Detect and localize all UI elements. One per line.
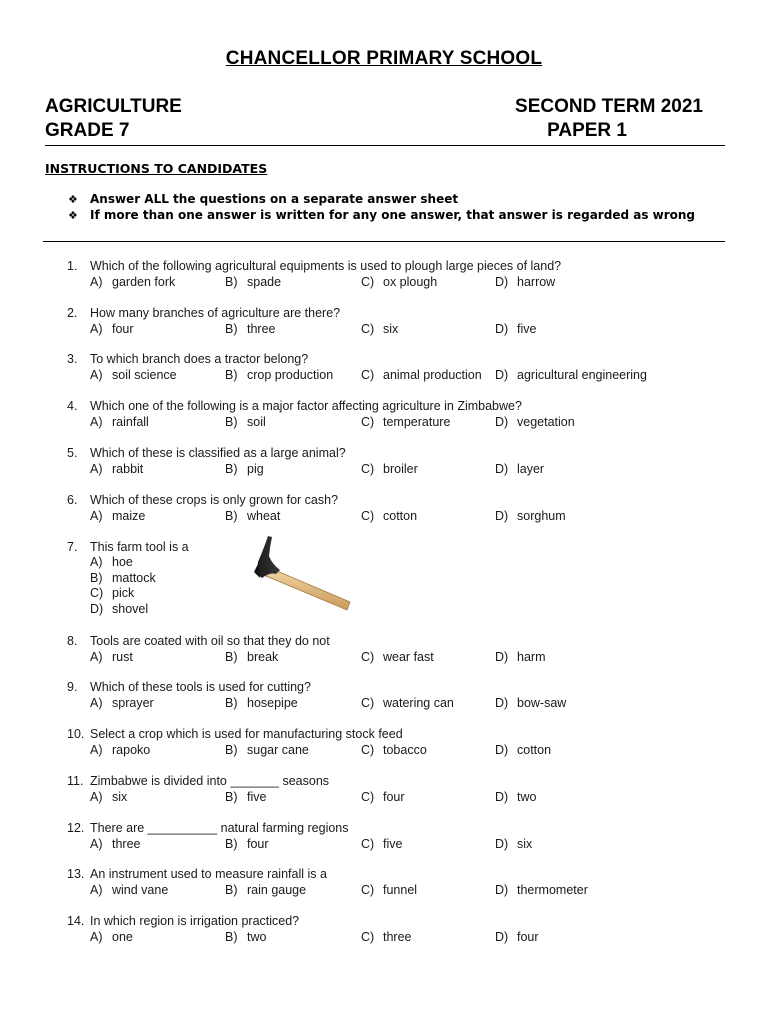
option-c (361, 274, 437, 290)
option-letter: C) (361, 275, 375, 289)
question-text: An instrument used to measure rainfall is a (90, 867, 327, 881)
question-text: Which one of the following is a major factor affecting agriculture in Zimbabwe? (90, 399, 522, 413)
option-b (225, 742, 309, 758)
option-letter: A) (90, 650, 103, 664)
option-letter: A) (90, 415, 103, 429)
option-letter: D) (495, 415, 509, 429)
option-text: cotton (517, 743, 552, 757)
option-letter: D) (495, 930, 509, 944)
option-letter: A) (90, 368, 103, 382)
option-a (90, 882, 168, 898)
option-d (495, 461, 544, 477)
option-text: wind vane (112, 883, 169, 897)
option-text: rainfall (112, 415, 149, 429)
question-text: In which region is irrigation practiced? (90, 914, 300, 928)
question-stem (67, 492, 338, 508)
option-text: wheat (247, 509, 281, 523)
option-text: five (517, 322, 537, 336)
option-text: six (112, 790, 128, 804)
option-letter: A) (90, 790, 103, 804)
option-text: rain gauge (247, 883, 307, 897)
question-stem (67, 351, 308, 367)
option-letter: C) (361, 696, 375, 710)
option-a (90, 274, 175, 290)
grade-heading: GRADE 7 (45, 120, 130, 141)
option-letter: D) (495, 275, 509, 289)
question-options (90, 789, 730, 805)
option-letter: A) (90, 883, 103, 897)
option-letter: D) (495, 837, 509, 851)
question-text: How many branches of agriculture are there? (90, 306, 341, 320)
option-d (495, 882, 588, 898)
option-b (225, 321, 276, 337)
option-text: bow-saw (517, 696, 567, 710)
question-text: To which branch does a tractor belong? (90, 352, 309, 366)
instructions-title: INSTRUCTIONS TO CANDIDATES (45, 161, 268, 176)
option-letter: B) (225, 509, 238, 523)
option-text: rabbit (112, 462, 144, 476)
question-text: Select a crop which is used for manufacturing stock feed (90, 727, 403, 741)
option-d (495, 695, 566, 711)
option-a (90, 321, 134, 337)
option-letter: C) (361, 930, 375, 944)
option-a (90, 367, 177, 383)
option-a (90, 461, 143, 477)
option-a (90, 695, 154, 711)
question-stem (67, 866, 327, 882)
option-text: hoe (112, 555, 133, 569)
option-letter: B) (225, 415, 238, 429)
option-c (361, 321, 398, 337)
option-text: layer (517, 462, 545, 476)
option-letter: B) (225, 883, 238, 897)
option-text: sprayer (112, 696, 154, 710)
option-text: pig (247, 462, 264, 476)
option-text: sugar cane (247, 743, 309, 757)
option-text: one (112, 930, 133, 944)
question-number: 12. (67, 821, 85, 835)
question-text: Tools are coated with oil so that they do not (90, 634, 330, 648)
option-text: four (112, 322, 134, 336)
option-letter: A) (90, 555, 103, 569)
option-letter: B) (225, 930, 238, 944)
option-text: harrow (517, 275, 556, 289)
instruction-item (68, 192, 458, 206)
question-stem (67, 258, 561, 274)
option-letter: A) (90, 930, 103, 944)
option-letter: D) (495, 650, 509, 664)
question-number: 10. (67, 727, 85, 741)
question-text: Which of these crops is only grown for cash? (90, 493, 339, 507)
option-letter: B) (225, 743, 238, 757)
option-letter: A) (90, 837, 103, 851)
question-options (90, 321, 730, 337)
diamond-bullet-icon: ❖ (68, 193, 78, 206)
option-text: maize (112, 509, 146, 523)
option-c (361, 882, 417, 898)
option-letter: D) (495, 368, 509, 382)
option-a (90, 508, 145, 524)
option-letter: A) (90, 696, 103, 710)
option-text: rapoko (112, 743, 151, 757)
option-c (361, 789, 405, 805)
option-letter: D) (90, 602, 104, 616)
question-text: There are __________ natural farming regions (90, 821, 349, 835)
option-b (225, 461, 264, 477)
option-text: vegetation (517, 415, 575, 429)
option-c (361, 742, 427, 758)
option-c (361, 695, 454, 711)
option-text: five (383, 837, 403, 851)
option-a (90, 836, 141, 852)
option-letter: C) (361, 743, 375, 757)
option-text: rust (112, 650, 133, 664)
option-text: broiler (383, 462, 418, 476)
question-options (90, 274, 730, 290)
option-a (90, 414, 149, 430)
option-text: three (383, 930, 412, 944)
option-text: shovel (112, 602, 149, 616)
option-text: spade (247, 275, 282, 289)
question-options (90, 414, 730, 430)
option-text: animal production (383, 368, 482, 382)
option-c (361, 461, 418, 477)
option-text: agricultural engineering (517, 368, 647, 382)
question-options (90, 836, 730, 852)
option-d (90, 601, 148, 617)
option-letter: C) (361, 790, 375, 804)
question-stem (67, 305, 340, 321)
option-a (90, 929, 133, 945)
option-letter: C) (361, 837, 375, 851)
instruction-item (68, 208, 695, 222)
question-number: 7. (67, 540, 78, 554)
option-letter: D) (495, 790, 509, 804)
option-letter: C) (90, 586, 104, 600)
option-text: temperature (383, 415, 451, 429)
option-b (90, 570, 156, 586)
option-letter: D) (495, 696, 509, 710)
option-text: hosepipe (247, 696, 298, 710)
option-c (361, 367, 482, 383)
subject-heading: AGRICULTURE (45, 96, 182, 117)
option-letter: B) (225, 650, 238, 664)
term-heading: SECOND TERM 2021 (515, 96, 703, 117)
option-text: five (247, 790, 267, 804)
option-text: six (517, 837, 533, 851)
option-letter: B) (225, 275, 238, 289)
option-text: four (517, 930, 539, 944)
option-d (495, 274, 555, 290)
option-text: crop production (247, 368, 334, 382)
question-number: 5. (67, 446, 78, 460)
option-b (225, 414, 266, 430)
option-letter: B) (225, 322, 238, 336)
option-text: pick (112, 586, 135, 600)
option-letter: B) (225, 368, 238, 382)
option-d (495, 742, 551, 758)
option-d (495, 789, 536, 805)
question-number: 13. (67, 867, 85, 881)
option-letter: C) (361, 650, 375, 664)
question-options (90, 461, 730, 477)
question-stem (67, 539, 189, 555)
option-text: harm (517, 650, 546, 664)
option-letter: A) (90, 462, 103, 476)
option-text: six (383, 322, 399, 336)
question-number: 11. (67, 774, 84, 788)
option-d (495, 508, 566, 524)
option-letter: D) (495, 743, 509, 757)
option-text: thermometer (517, 883, 588, 897)
option-d (495, 649, 545, 665)
instruction-text: If more than one answer is written for any one answer, that answer is regarded as wrong (90, 208, 696, 222)
option-text: break (247, 650, 279, 664)
pick-icon (250, 534, 354, 614)
option-c (361, 414, 450, 430)
option-text: soil science (112, 368, 177, 382)
option-b (225, 789, 266, 805)
option-letter: B) (225, 462, 238, 476)
option-c (90, 585, 134, 601)
option-text: garden fork (112, 275, 176, 289)
option-text: sorghum (517, 509, 566, 523)
school-name: CHANCELLOR PRIMARY SCHOOL (225, 48, 543, 69)
question-stem (67, 633, 330, 649)
diamond-bullet-icon: ❖ (68, 209, 78, 222)
question-text: This farm tool is a (90, 540, 189, 554)
option-b (225, 508, 280, 524)
option-letter: B) (225, 790, 238, 804)
option-text: funnel (383, 883, 418, 897)
question-options (90, 929, 730, 945)
option-c (361, 649, 434, 665)
option-d (495, 836, 532, 852)
option-d (495, 367, 647, 383)
option-letter: C) (361, 883, 375, 897)
question-options (90, 695, 730, 711)
option-letter: C) (361, 462, 375, 476)
option-a (90, 789, 127, 805)
question-number: 8. (67, 634, 78, 648)
option-letter: A) (90, 509, 103, 523)
option-letter: C) (361, 415, 375, 429)
option-letter: B) (225, 837, 238, 851)
option-text: tobacco (383, 743, 427, 757)
option-letter: B) (90, 571, 103, 585)
option-letter: A) (90, 322, 103, 336)
option-a (90, 554, 133, 570)
option-text: cotton (383, 509, 418, 523)
question-number: 6. (67, 493, 78, 507)
option-d (495, 321, 536, 337)
option-text: wear fast (383, 650, 434, 664)
option-letter: C) (361, 322, 375, 336)
option-letter: D) (495, 322, 509, 336)
question-stem (67, 913, 299, 929)
option-a (90, 742, 150, 758)
option-c (361, 836, 402, 852)
option-letter: C) (361, 368, 375, 382)
question-options (90, 882, 730, 898)
option-letter: A) (90, 275, 103, 289)
option-a (90, 649, 133, 665)
option-text: mattock (112, 571, 156, 585)
option-c (361, 508, 417, 524)
question-number: 2. (67, 306, 78, 320)
option-letter: D) (495, 462, 509, 476)
option-text: three (112, 837, 141, 851)
question-text: Which of these is classified as a large animal? (90, 446, 346, 460)
option-text: watering can (383, 696, 454, 710)
option-d (495, 414, 575, 430)
option-text: four (383, 790, 405, 804)
option-b (225, 882, 306, 898)
option-c (361, 929, 412, 945)
option-text: two (517, 790, 537, 804)
question-text: Zimbabwe is divided into _______ seasons (90, 774, 330, 788)
question-text: Which of the following agricultural equipments is used to plough large pieces of land? (90, 259, 562, 273)
question-number: 4. (67, 399, 78, 413)
option-b (225, 274, 281, 290)
question-stem (67, 398, 522, 414)
question-number: 3. (67, 352, 78, 366)
option-b (225, 836, 269, 852)
paper-heading: PAPER 1 (547, 120, 627, 141)
question-options (90, 367, 730, 383)
question-options (90, 649, 730, 665)
option-text: two (247, 930, 267, 944)
option-text: three (247, 322, 276, 336)
option-letter: C) (361, 509, 375, 523)
question-stem (67, 679, 311, 695)
header-divider (45, 145, 725, 146)
question-text: Which of these tools is used for cutting? (90, 680, 311, 694)
option-b (225, 695, 298, 711)
question-stem (67, 726, 403, 742)
option-text: four (247, 837, 269, 851)
option-text: ox plough (383, 275, 438, 289)
question-options (90, 508, 730, 524)
question-stem (67, 820, 349, 836)
instruction-text: Answer ALL the questions on a separate answer sheet (90, 192, 459, 206)
question-stem (67, 445, 346, 461)
question-stem (67, 773, 329, 789)
option-d (495, 929, 539, 945)
option-b (225, 367, 333, 383)
option-b (225, 649, 278, 665)
option-letter: B) (225, 696, 238, 710)
option-letter: D) (495, 509, 509, 523)
option-letter: D) (495, 883, 509, 897)
option-b (225, 929, 266, 945)
question-number: 14. (67, 914, 85, 928)
option-letter: A) (90, 743, 103, 757)
instructions-divider (43, 241, 725, 242)
question-number: 1. (67, 259, 78, 273)
question-number: 9. (67, 680, 78, 694)
option-text: soil (247, 415, 266, 429)
question-options (90, 742, 730, 758)
